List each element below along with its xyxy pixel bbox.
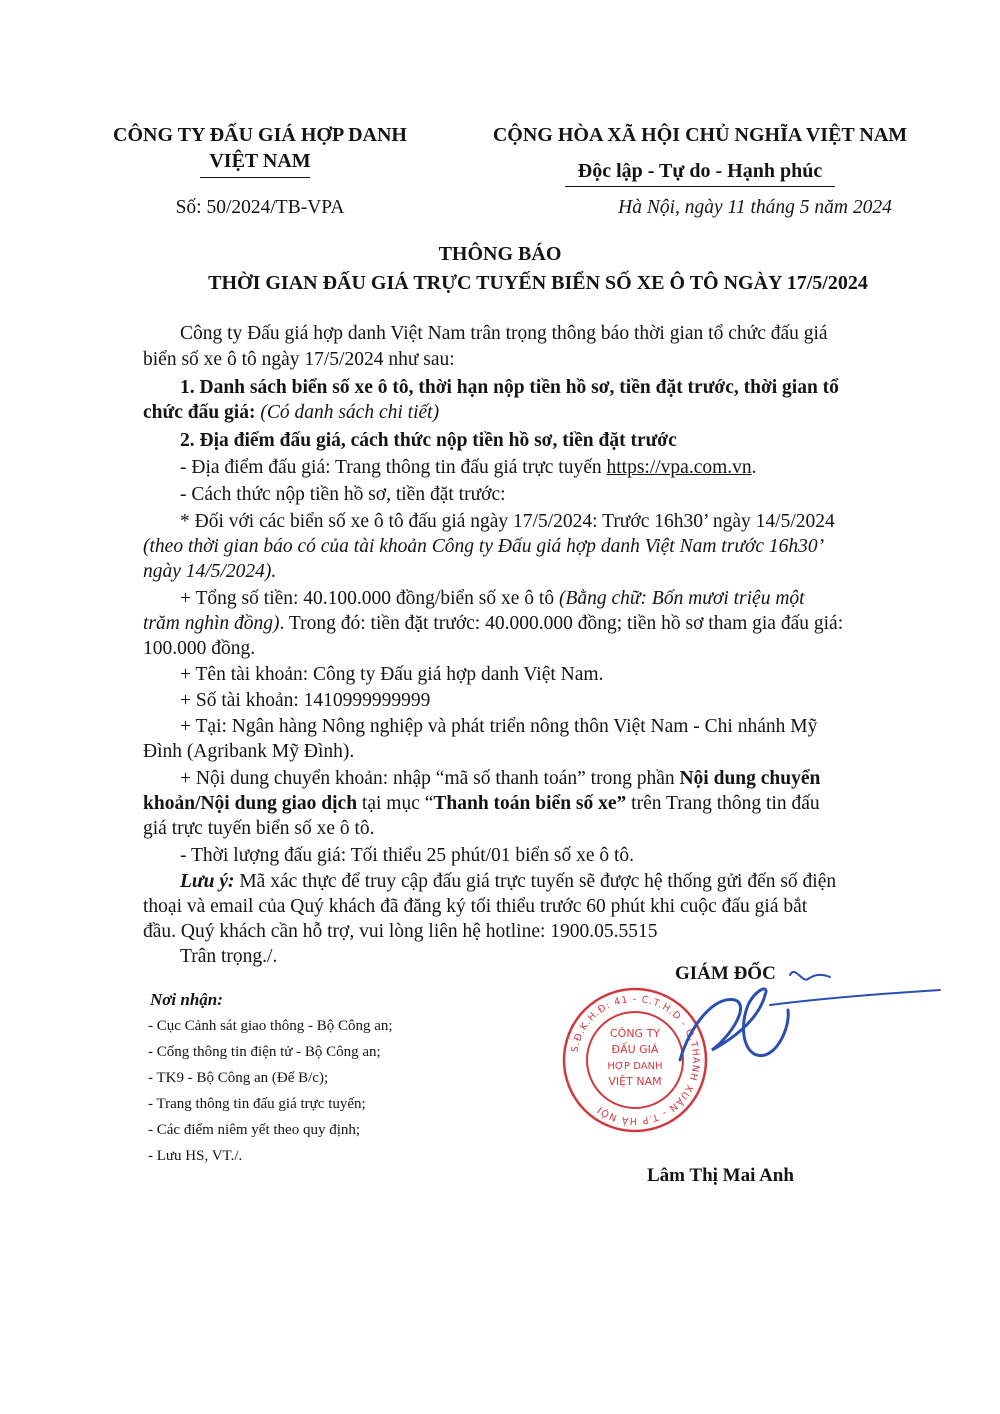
payment-method: - Cách thức nộp tiền hồ sơ, tiền đặt trước: — [180, 484, 506, 505]
auction-duration: - Thời lượng đấu giá: Tối thiểu 25 phút/01 biển số xe ô tô. — [180, 845, 635, 866]
signer-name: Lâm Thị Mai Anh — [647, 1165, 794, 1186]
transfer-content-text: + Nội dung chuyển khoản: nhập “mã số thanh toán” trong phần — [180, 768, 680, 789]
total-line1 — [180, 588, 805, 610]
note-line2: thoại và email của Quý khách đã đăng ký tối thiểu trước 60 phút khi cuộc đấu giá bắt — [143, 896, 808, 917]
signer-position: GIÁM ĐỐC — [675, 963, 776, 984]
doc-title: THÔNG BÁO — [438, 243, 562, 265]
recipient-item: - TK9 - Bộ Công an (Để B/c); — [148, 1070, 329, 1086]
location-period: . — [751, 457, 757, 478]
note-line1 — [180, 871, 836, 893]
recipient-item: - Cổng thông tin điện tử - Bộ Công an; — [148, 1044, 381, 1060]
section1-note: (Có danh sách chi tiết) — [260, 402, 440, 423]
total-in-words: (Bằng chữ: Bốn mươi triệu một — [558, 588, 805, 609]
director-signature — [620, 965, 950, 1095]
transfer-content-line2 — [143, 793, 820, 815]
org-underline — [200, 177, 310, 178]
recipient-item: - Các điểm niêm yết theo quy định; — [148, 1122, 361, 1138]
location-line — [180, 457, 757, 479]
stamp-text-line: HỢP DANH — [607, 1061, 663, 1072]
transfer-content-text3: trên Trang thông tin đấu — [626, 793, 820, 814]
deadline-line3: ngày 14/5/2024). — [143, 561, 277, 582]
section1-heading-end: chức đấu giá: — [143, 402, 256, 423]
document-number: Số: 50/2024/TB-VPA — [175, 197, 345, 218]
deadline-line1: * Đối với các biển số xe ô tô đấu giá ngày 17/5/2024: Trước 16h30’ ngày 14/5/2024 — [180, 511, 835, 532]
recipient-item: - Lưu HS, VT./. — [148, 1148, 243, 1164]
bank-line2: Đình (Agribank Mỹ Đình). — [143, 741, 355, 762]
bank-line1: + Tại: Ngân hàng Nông nghiệp và phát triển nông thôn Việt Nam - Chi nhánh Mỹ — [180, 716, 818, 737]
location-label: - Địa điểm đấu giá: Trang thông tin đấu giá trực tuyến — [180, 457, 607, 478]
total-breakdown: . Trong đó: tiền đặt trước: 40.000.000 đồng; tiền hồ sơ tham gia đấu giá: — [279, 613, 844, 634]
recipients-label: Nơi nhận: — [150, 990, 223, 1009]
org-name-line2: VIỆT NAM — [209, 150, 311, 172]
total-in-words-end: trăm nghìn đồng) — [143, 613, 280, 634]
country-name: CỘNG HÒA XÃ HỘI CHỦ NGHĨA VIỆT NAM — [492, 124, 908, 146]
total-line3: 100.000 đồng. — [143, 638, 256, 659]
stamp-text-line: ĐẤU GIÁ — [611, 1043, 659, 1056]
section2-heading: 2. Địa điểm đấu giá, cách thức nộp tiền hồ sơ, tiền đặt trước — [180, 430, 677, 451]
account-number: + Số tài khoản: 1410999999999 — [180, 690, 431, 711]
vpa-website-link[interactable]: https://vpa.com.vn — [606, 457, 752, 478]
recipient-item: - Trang thông tin đấu giá trực tuyến; — [148, 1096, 366, 1112]
transfer-content-line3: giá trực tuyến biển số xe ô tô. — [143, 818, 375, 839]
intro-line2: biển số xe ô tô ngày 17/5/2024 như sau: — [143, 349, 455, 370]
transfer-content-bold: Nội dung chuyển — [679, 768, 821, 789]
deadline-line2: (theo thời gian báo có của tài khoản Công ty Đấu giá hợp danh Việt Nam trước 16h30’ — [143, 536, 825, 557]
total-line2 — [143, 613, 843, 635]
transfer-content-text2: tại mục “ — [357, 793, 434, 814]
section1-heading-cont — [143, 402, 439, 424]
closing: Trân trọng./. — [180, 946, 278, 967]
account-name: + Tên tài khoản: Công ty Đấu giá hợp danh Việt Nam. — [180, 664, 604, 685]
transfer-content-line1 — [180, 768, 820, 790]
intro-line1: Công ty Đấu giá hợp danh Việt Nam trân trọng thông báo thời gian tổ chức đấu giá — [180, 323, 828, 344]
stamp-text-line: CÔNG TY — [609, 1027, 661, 1040]
total-amount: + Tổng số tiền: 40.100.000 đồng/biển số xe ô tô — [180, 588, 559, 609]
national-motto: Độc lập - Tự do - Hạnh phúc — [577, 160, 823, 182]
transfer-content-bold2: khoản/Nội dung giao dịch — [143, 793, 358, 814]
note-line3: đầu. Quý khách cần hỗ trợ, vui lòng liên hệ hotline: 1900.05.5515 — [143, 921, 658, 942]
note-text: Mã xác thực để truy cập đấu giá trực tuyến sẽ được hệ thống gửi đến số điện — [234, 871, 837, 892]
recipient-item: - Cục Cảnh sát giao thông - Bộ Công an; — [148, 1018, 393, 1034]
note-label: Lưu ý: — [180, 871, 235, 892]
stamp-text-line: VIỆT NAM — [608, 1075, 662, 1088]
transfer-section-name: Thanh toán biển số xe” — [433, 793, 627, 814]
doc-subtitle: THỜI GIAN ĐẤU GIÁ TRỰC TUYẾN BIỂN SỐ XE Ô TÔ NGÀY 17/5/2024 — [208, 272, 868, 294]
stamp-ring-text: S.Đ.K.H.Đ: 41 - C.T.H.D - Q.THANH XUÂN - T.P HÀ NỘI — [569, 993, 702, 1127]
motto-underline — [565, 186, 835, 187]
org-name-line1: CÔNG TY ĐẤU GIÁ HỢP DANH — [113, 124, 407, 146]
place-date: Hà Nội, ngày 11 tháng 5 năm 2024 — [618, 197, 892, 218]
section1-heading: 1. Danh sách biển số xe ô tô, thời hạn nộp tiền hồ sơ, tiền đặt trước, thời gian tổ — [180, 377, 839, 398]
